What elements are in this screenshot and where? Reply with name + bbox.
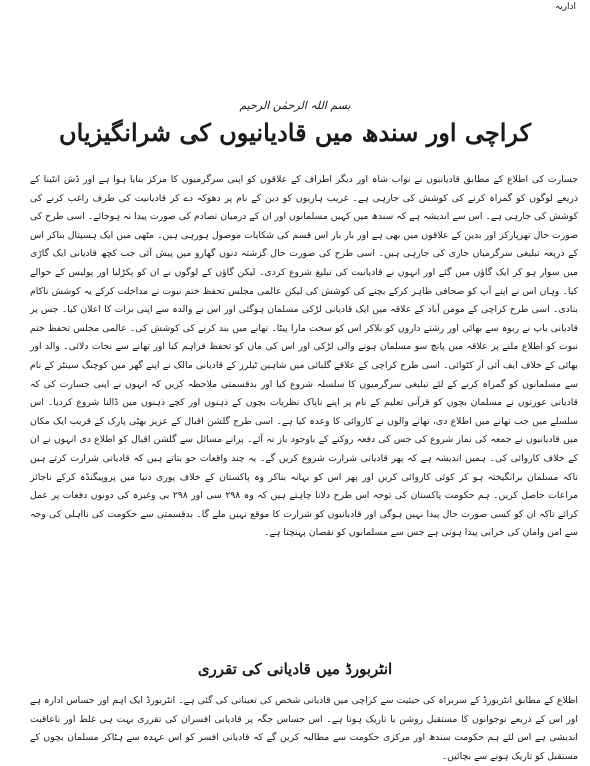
section-label: اداریہ [554, 2, 576, 12]
main-article-body [30, 171, 578, 611]
page-title: کراچی اور سندھ میں قادیانیوں کی شرانگیزیاں [58, 118, 532, 147]
section-paragraph: اطلاع کے مطابق انٹربورڈ کے سربراہ کی حیثیت سے کراچی میں قادیانی شخص کی تعیناتی کی گئی ہے۔ انٹربورڈ ایک اہم اور حساس ادارہ ہے اور اس کے ذریعے نوجوانوں کا مستقبل روشن یا تاریک ہوتا ہے۔ اس حساس جگہ پر قادیانی افسران کی تقرری بہت ہی غلط اور ناعاقبت اندیشی ہے اس لئے ہم حکومت سندھ اور مرکزی حکومت سے مطالبہ کریں گے کہ قادیانی افسر کو اس عہدہ سے ہٹاکر مسلمان بچوں کے مستقبل کو تاریک ہونے سے بچائیں۔ [30, 695, 578, 762]
bismillah: بسم اللہ الرحمٰن الرحیم [239, 99, 351, 112]
main-paragraph: جسارت کی اطلاع کے مطابق قادیانیوں نے نواب شاہ اور دیگر اطراف کے علاقوں کو اپنی سرگرمیوں کا مرکز بنایا ہوا ہے اور ڈش انٹینا کے ذریعے لوگوں کو گمراہ کرنے کی کوشش کی جارہی ہے۔ غریب ہاریوں کو دین کے نام پر دھوکہ دے کر قادیانیت کی طرف راغب کرنے کی کوشش کی جارہی ہے۔ اس سے اندیشہ ہے کہ سندھ میں کہیں مسلمانوں اور ان کے درمیان تصادم کی صورت پیدا نہ ہوجائے۔ اسی طرح کی صورت حال تھرپارکر اور بدین کے علاقوں میں بھی ہے اور بار بار اس قسم کی شکایات موصول ہورہی ہیں۔ مٹھی میں ایک ہسپتال بناکر اس کے ذریعہ تبلیغی سرگرمیاں جاری کی جارہی ہیں۔ اسی طرح کی صورت حال گزشتہ دنوں گھارو میں پیش آئی جب کچھ قادیانی ایک گاڑی میں سوار ہو کر ایک گاؤں میں گئے اور انہوں نے قادیانیت کی تبلیغ شروع کردی۔ لیکن گاؤں کے لوگوں نے ان کو پکڑلیا اور پولیس کے حوالے کیا۔ وہاں اس نے اپنے آپ کو صحافی ظاہر کرکے بچنے کی کوشش کی لیکن عالمی مجلس تحفظ ختم نبوت نے مداخلت کرکے یہ کوشش ناکام بنادی۔ اسی طرح کراچی کے مومن آباد کے علاقہ میں ایک قادیانی لڑکی مسلمان ہوگئی اور اس نے والدہ سے اپنی برات کا اعلان کیا۔ جس پر قادیانی باپ نے ربوہ سے بھائی اور رشتے داروں کو بلاکر اس کو سخت مارا پیٹا۔ تھانے میں بند کرنے کی کوشش کی۔ عالمی مجلس تحفظ ختم نبوت کو اطلاع ملنے پر علاقہ میں پانچ سو مسلمان ہونے والی لڑکی اور اس کی ماں کو تحفظ فراہم کیا اور تھانے سے نجات دلائی۔ والد اور بھائی کے خلاف ایف آئی آر کٹوائی۔ اسی طرح کراچی کے علاقے گلبائی میں شاہین ٹیلرز کے قادیانی مالک نے اپنے گھر میں کوچنگ سینٹر کے نام سے مسلمانوں کو گمراہ کرنے کے لئے تبلیغی سرگرمیوں کا سلسلہ شروع کیا اور بدقسمتی ملاحظہ کریں کہ انہوں نے اپنی جسارت کی کہ قادیانی عورتوں نے مسلمان بچوں کو قرآنی تعلیم کے نام پر اپنے ناپاک نظریات بچوں کے ذہنوں اور کچے ذہنوں میں ڈالنا شروع کردیا۔ اس سلسلے میں جب تھانے میں اطلاع دی، تھانے والوں نے کاروائی کا وعدہ کیا ہے۔ اسی طرح گلشن اقبال کے عزیز بھٹی پارک کے قریب ایک مکان میں قادیانیوں نے جمعہ کی نماز شروع کی جس کی دفعہ روکنے کے باوجود باز نہ آئے۔ پرانے مسائل سے گلشن اقبال کو اطلاع دی انہوں نے ان کے خلاف کاروائی کی۔ ہمیں اندیشہ ہے کہ پھر قادیانی شرارت شروع کریں گے۔ یہ چند واقعات جو بتاتے ہیں کہ قادیانی شرارت کرتے ہیں تاکہ مسلمان برانگیختہ ہو کر کوئی کاروائی کریں اور پھر اس کو بہانہ بناکر وہ پاکستان کے خلاف پوری دنیا میں پروپیگنڈہ کرکے ناجائز مراعات حاصل کریں۔ ہم حکومت پاکستان کی توجہ اس طرح دلانا چاہتے ہیں کہ وہ ۲۹۸ سی اور ۲۹۸ بی وغیرہ کی دونوں دفعات پر عمل کرائے تاکہ ان کو کسی صورت حال پیدا نہیں ہوگی اور قادیانیوں کو شرارت کا موقع نہیں ملے گا۔ بدقسمتی سے حکومت کی نااہلی کی وجہ سے امن وامان کی خرابی پیدا ہوتی ہے جس سے مسلمانوں کو نقصان پہنچتا ہے۔ [30, 174, 579, 539]
section-heading: انٹربورڈ میں قادیانی کی تقرری [197, 660, 393, 678]
section-body [30, 692, 578, 762]
